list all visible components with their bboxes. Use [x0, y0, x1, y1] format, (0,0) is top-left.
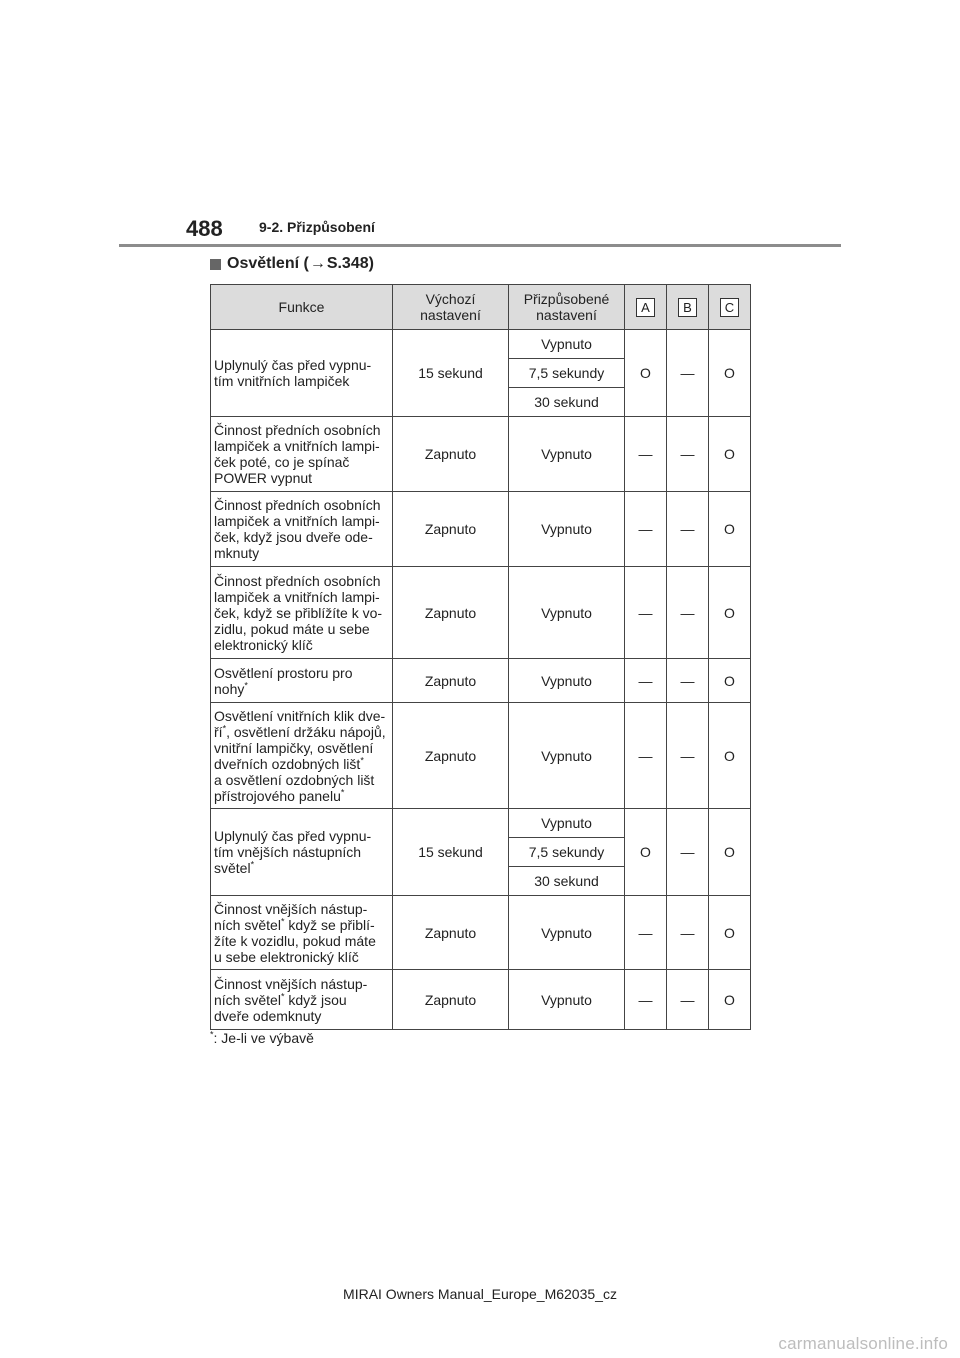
- table-row: [211, 703, 751, 809]
- custom-cell: Vypnuto: [509, 567, 625, 659]
- mark-b-cell: —: [667, 330, 709, 417]
- function-cell: Činnost předních osobních lampiček a vnitřních lampi- ček, když jsou dveře ode- mknuty: [211, 492, 393, 567]
- table-row: [211, 809, 751, 838]
- custom-cell: Vypnuto: [509, 703, 625, 809]
- mark-a-cell: —: [625, 417, 667, 492]
- mark-a-cell: —: [625, 703, 667, 809]
- header-divider: [119, 244, 841, 247]
- mark-c-cell: O: [709, 970, 751, 1030]
- heading-square-icon: [210, 259, 221, 270]
- default-cell: Zapnuto: [393, 896, 509, 970]
- heading-title: Osvětlení (: [227, 255, 309, 272]
- letter-b-box: B: [678, 298, 697, 317]
- custom-cell: Vypnuto: [509, 896, 625, 970]
- option-cell: 30 sekund: [509, 867, 625, 896]
- mark-c-cell: O: [709, 567, 751, 659]
- custom-cell: Vypnuto: [509, 659, 625, 703]
- function-cell: Činnost předních osobních lampiček a vnitřních lampi- ček poté, co je spínač POWER vypnut: [211, 417, 393, 492]
- mark-a-cell: —: [625, 659, 667, 703]
- table-row: [211, 659, 751, 703]
- mark-a-cell: O: [625, 809, 667, 896]
- default-cell: Zapnuto: [393, 659, 509, 703]
- mark-b-cell: —: [667, 492, 709, 567]
- section-title: 9-2. Přizpůsobení: [259, 219, 375, 235]
- function-cell: Uplynulý čas před vypnu- tím vnějších nástupních světel*: [211, 809, 393, 896]
- mark-b-cell: —: [667, 567, 709, 659]
- arrow-right-icon: →: [309, 255, 326, 272]
- heading-page-ref[interactable]: S.348): [326, 255, 374, 272]
- option-cell: 30 sekund: [509, 388, 625, 417]
- column-header-custom: Přizpůsobené nastavení: [509, 285, 625, 330]
- table-row: [211, 567, 751, 659]
- page-footer: MIRAI Owners Manual_Europe_M62035_cz: [343, 1286, 617, 1302]
- table-row: [211, 417, 751, 492]
- mark-c-cell: O: [709, 659, 751, 703]
- custom-cell: Vypnuto: [509, 492, 625, 567]
- mark-b-cell: —: [667, 417, 709, 492]
- mark-a-cell: —: [625, 970, 667, 1030]
- mark-c-cell: O: [709, 417, 751, 492]
- mark-a-cell: —: [625, 896, 667, 970]
- column-header-default: Výchozí nastavení: [393, 285, 509, 330]
- table-row: [211, 896, 751, 970]
- mark-b-cell: —: [667, 659, 709, 703]
- option-cell: Vypnuto: [509, 809, 625, 838]
- mark-b-cell: —: [667, 809, 709, 896]
- mark-c-cell: O: [709, 330, 751, 417]
- mark-a-cell: —: [625, 567, 667, 659]
- footnote-mark: *: [210, 1029, 214, 1040]
- page-number: 488: [186, 216, 223, 241]
- function-cell: Uplynulý čas před vypnu- tím vnitřních lampiček: [211, 330, 393, 417]
- default-cell: 15 sekund: [393, 809, 509, 896]
- default-cell: Zapnuto: [393, 492, 509, 567]
- mark-c-cell: O: [709, 703, 751, 809]
- mark-b-cell: —: [667, 970, 709, 1030]
- table-row: [211, 330, 751, 359]
- default-cell: 15 sekund: [393, 330, 509, 417]
- default-cell: Zapnuto: [393, 567, 509, 659]
- function-cell: Osvětlení vnitřních klik dve- ří*, osvětlení držáku nápojů, vnitřní lampičky, osvětlení dveřních ozdobných lišt* a osvětlení ozdobných lišt přístrojového panelu*: [211, 703, 393, 809]
- footnote: [210, 1030, 314, 1046]
- column-header-b: [667, 285, 709, 330]
- custom-cell: Vypnuto: [509, 970, 625, 1030]
- mark-a-cell: —: [625, 492, 667, 567]
- function-cell: Osvětlení prostoru pro nohy*: [211, 659, 393, 703]
- mark-b-cell: —: [667, 896, 709, 970]
- column-header-funkce: Funkce: [211, 285, 393, 330]
- option-cell: Vypnuto: [509, 330, 625, 359]
- function-cell: Činnost předních osobních lampiček a vnitřních lampi- ček, když se přiblížíte k vo- zidlu, pokud máte u sebe elektronický klíč: [211, 567, 393, 659]
- letter-c-box: C: [720, 298, 739, 317]
- option-cell: 7,5 sekundy: [509, 359, 625, 388]
- table-row: [211, 492, 751, 567]
- section-heading: [210, 255, 374, 273]
- default-cell: Zapnuto: [393, 703, 509, 809]
- footnote-text: : Je-li ve výbavě: [213, 1030, 314, 1046]
- letter-a-box: A: [636, 298, 655, 317]
- default-cell: Zapnuto: [393, 970, 509, 1030]
- function-cell: Činnost vnějších nástup- ních světel* když jsou dveře odemknuty: [211, 970, 393, 1030]
- option-cell: 7,5 sekundy: [509, 838, 625, 867]
- customization-table: [210, 284, 751, 1030]
- function-cell: Činnost vnějších nástup- ních světel* když se přiblí- žíte k vozidlu, pokud máte u sebe elektronický klíč: [211, 896, 393, 970]
- watermark-text: carmanualsonline.info: [778, 1334, 948, 1353]
- mark-c-cell: O: [709, 896, 751, 970]
- column-header-c: [709, 285, 751, 330]
- mark-c-cell: O: [709, 492, 751, 567]
- table-row: [211, 970, 751, 1030]
- table-header-row: [211, 285, 751, 330]
- column-header-a: [625, 285, 667, 330]
- mark-a-cell: O: [625, 330, 667, 417]
- mark-c-cell: O: [709, 809, 751, 896]
- custom-cell: Vypnuto: [509, 417, 625, 492]
- mark-b-cell: —: [667, 703, 709, 809]
- default-cell: Zapnuto: [393, 417, 509, 492]
